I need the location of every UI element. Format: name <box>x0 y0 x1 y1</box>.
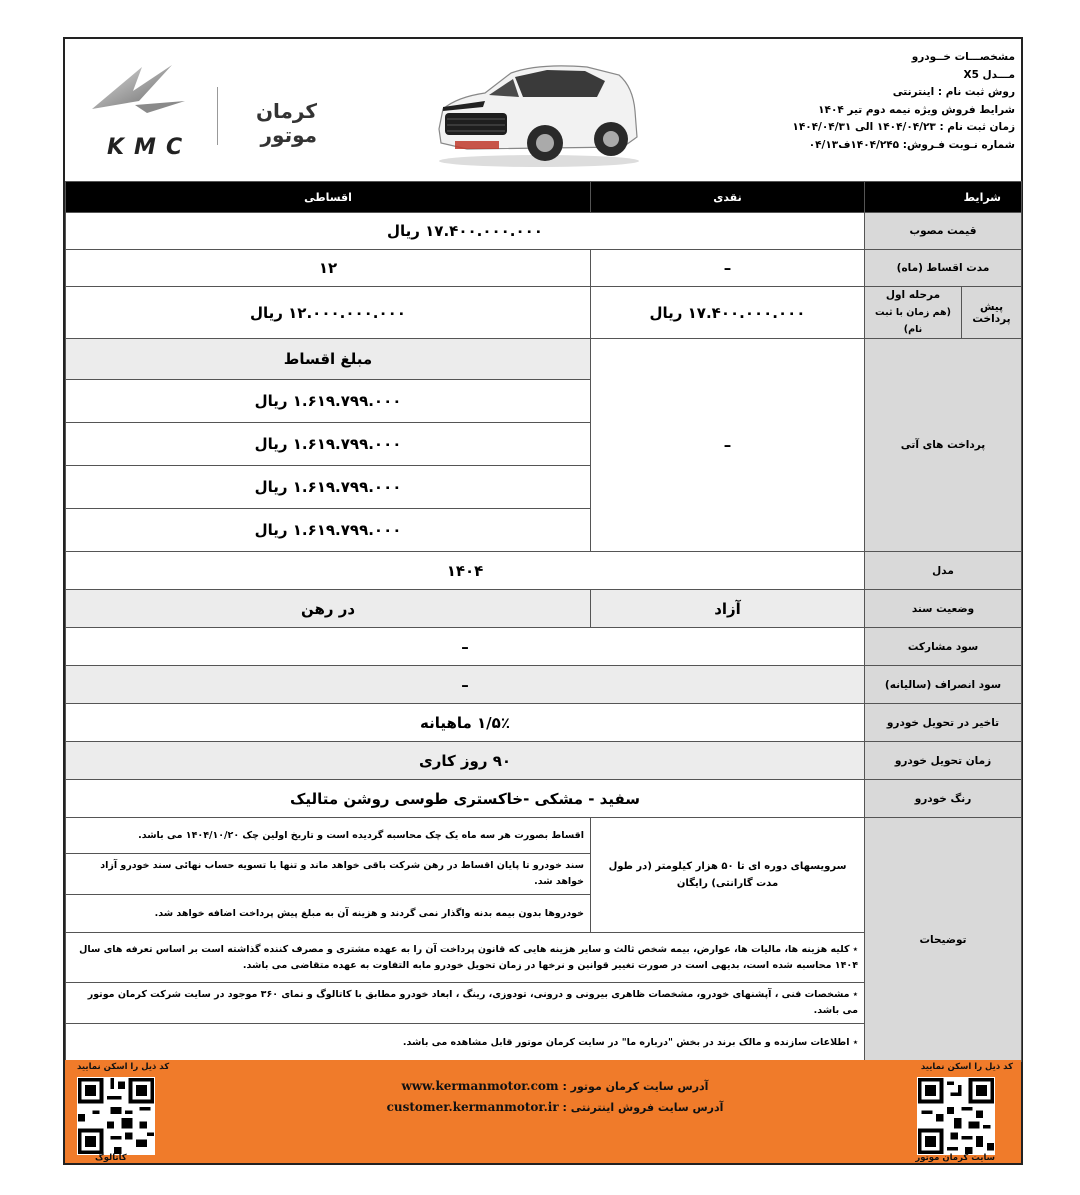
header-conditions: شرایط <box>865 182 1022 213</box>
table-row <box>66 818 1022 854</box>
color-value: سفید - مشکی -خاکستری طوسی روشن متالیک <box>66 780 865 818</box>
scan-left-bottom: کاتالوگ <box>95 1153 127 1163</box>
register-time: زمان ثبت نام : ۱۴۰۴/۰۴/۲۳ الی ۱۴۰۴/۰۴/۳۱ <box>792 121 1015 133</box>
prepayment-installment: ۱۲.۰۰۰.۰۰۰.۰۰۰ ریال <box>66 287 591 339</box>
document-status-cash: آزاد <box>591 590 865 628</box>
header-installment: اقساطی <box>66 182 591 213</box>
general-note: ٭ مشخصات فنی ، آپشنهای خودرو، مشخصات ظاهری بیرونی و درونی، تودوزی، رینگ ، ابعاد خودرو مطابق با کاتالوگ و نمای ۳۶۰ موجود در سایت شرکت کرمان موتور می باشد. <box>66 983 865 1024</box>
inst-note: خودروها بدون بیمه بدنه واگذار نمی گردند و هزینه آن به مبلغ پیش پرداخت اضافه خواهد شد. <box>66 895 591 933</box>
site-line <box>365 1076 745 1097</box>
installment-amount: ۱.۶۱۹.۷۹۹.۰۰۰ ریال <box>66 466 591 509</box>
document-status-installment: در رهن <box>66 590 591 628</box>
table-row <box>66 287 1022 339</box>
notes-label: توضیحات <box>865 818 1022 1062</box>
model-line: مـــدل X5 <box>963 68 1015 81</box>
scan-right-caption: کد ذیل را اسکن نمایید <box>920 1062 1013 1072</box>
sale-number: شماره نـوبت فـروش: ۱۴۰۴/۲۴۵ف۰۴/۱۳ <box>808 138 1015 151</box>
cancellation-profit-value: – <box>66 666 865 704</box>
prepayment-cash: ۱۷.۴۰۰.۰۰۰.۰۰۰ ریال <box>591 287 865 339</box>
brand-name-en: KMC <box>107 135 193 160</box>
site-url-link[interactable]: www.kermanmotor.com <box>401 1079 559 1093</box>
brand-logo <box>87 61 317 159</box>
participation-profit-value: – <box>66 628 865 666</box>
cancellation-profit-label: سود انصراف (سالیانه) <box>865 666 1022 704</box>
brand-name-fa: کرمان موتور <box>255 99 317 147</box>
table-row <box>66 666 1022 704</box>
installment-amount-header: مبلغ اقساط <box>66 339 591 380</box>
prepayment-stage-label: مرحله اول <box>885 289 941 301</box>
shop-label: آدرس سایت فروش اینترنتی : <box>562 1101 724 1114</box>
prepayment-label: پیش پرداخت <box>962 287 1022 339</box>
approved-price-value: ۱۷.۴۰۰.۰۰۰.۰۰۰ ریال <box>66 213 865 250</box>
participation-profit-label: سود مشارکت <box>865 628 1022 666</box>
future-payments-cash: – <box>591 339 865 552</box>
table-row <box>66 552 1022 590</box>
prepayment-stage <box>865 287 962 339</box>
table-row <box>66 590 1022 628</box>
footer-links <box>365 1076 745 1118</box>
table-row <box>66 780 1022 818</box>
catalog-qr-code[interactable] <box>77 1077 155 1155</box>
website-qr-code[interactable] <box>917 1077 995 1155</box>
delivery-time-label: زمان تحویل خودرو <box>865 742 1022 780</box>
table-row <box>66 213 1022 250</box>
installment-amount: ۱.۶۱۹.۷۹۹.۰۰۰ ریال <box>66 509 591 552</box>
table-row <box>66 704 1022 742</box>
sheet-footer <box>65 1060 1021 1163</box>
inst-note: سند خودرو تا پایان اقساط در رهن شرکت باقی خواهد ماند و تنها با تسویه حساب نهائی سند خودرو آزاد خواهد شد. <box>66 854 591 895</box>
document-status-label: وضعیت سند <box>865 590 1022 628</box>
header-cash: نقدی <box>591 182 865 213</box>
general-note: ٭ اطلاعات سازنده و مالک برند در بخش "درباره ما" در سایت کرمان موتور قابل مشاهده می باشد. <box>66 1024 865 1062</box>
sheet-header <box>65 39 1021 182</box>
conditions-table <box>65 181 1022 1062</box>
service-note: سرویسهای دوره ای تا ۵۰ هزار کیلومتر (در طول مدت گارانتی) رایگان <box>591 818 865 933</box>
table-row <box>66 250 1022 287</box>
installment-amount: ۱.۶۱۹.۷۹۹.۰۰۰ ریال <box>66 380 591 423</box>
table-row <box>66 628 1022 666</box>
car-image <box>427 57 645 169</box>
inst-note: اقساط بصورت هر سه ماه یک چک محاسبه گردیده است و تاریخ اولین چک ۱۴۰۴/۱۰/۲۰ می باشد. <box>66 818 591 854</box>
approved-price-label: قیمت مصوب <box>865 213 1022 250</box>
table-row <box>66 742 1022 780</box>
kmc-emblem-icon <box>87 61 197 121</box>
scan-left-caption: کد ذیل را اسکن نمایید <box>77 1062 170 1072</box>
sale-conditions: شرایط فروش ویژه نیمه دوم تیر ۱۴۰۴ <box>818 103 1015 116</box>
model-value: ۱۴۰۴ <box>66 552 865 590</box>
installment-duration-value: ۱۲ <box>66 250 591 287</box>
site-label: آدرس سایت کرمان موتور : <box>562 1080 709 1093</box>
delivery-time-value: ۹۰ روز کاری <box>66 742 865 780</box>
model-label: مدل <box>865 552 1022 590</box>
table-header-row <box>66 182 1022 213</box>
installment-duration-cash: – <box>591 250 865 287</box>
prepayment-stage-sub: (هم زمان با ثبت نام) <box>875 307 951 335</box>
register-method: روش ثبت نام : اینترنتی <box>892 86 1015 98</box>
general-note: ٭ کلیه هزینه ها، مالیات ها، عوارض، بیمه شخص ثالث و سایر هزینه هایی که قانون پرداخت آن را به عهده مشتری و مصرف کننده گذاشته است بر اساس تعرفه های سال ۱۴۰۴ محاسبه شده است، بدیهی است در صورت تغییر قوانین و نرخها در زمان تحویل خودرو مابه التفاوت به عهده متقاضی می باشد. <box>66 933 865 983</box>
scan-right-bottom: سایت کرمان موتور <box>915 1153 995 1163</box>
specs-title: مشخصـــات خــودرو <box>911 51 1015 63</box>
future-payments-label: پرداخت های آتی <box>865 339 1022 552</box>
installment-amount: ۱.۶۱۹.۷۹۹.۰۰۰ ریال <box>66 423 591 466</box>
shop-url-link[interactable]: customer.kermanmotor.ir <box>386 1100 559 1114</box>
color-label: رنگ خودرو <box>865 780 1022 818</box>
table-row <box>66 339 1022 380</box>
delivery-delay-value: ۱/۵٪ ماهیانه <box>66 704 865 742</box>
price-sheet <box>63 37 1023 1165</box>
installment-duration-label: مدت اقساط (ماه) <box>865 250 1022 287</box>
shop-line <box>365 1097 745 1118</box>
vehicle-specs <box>775 49 1015 154</box>
delivery-delay-label: تاخیر در تحویل خودرو <box>865 704 1022 742</box>
